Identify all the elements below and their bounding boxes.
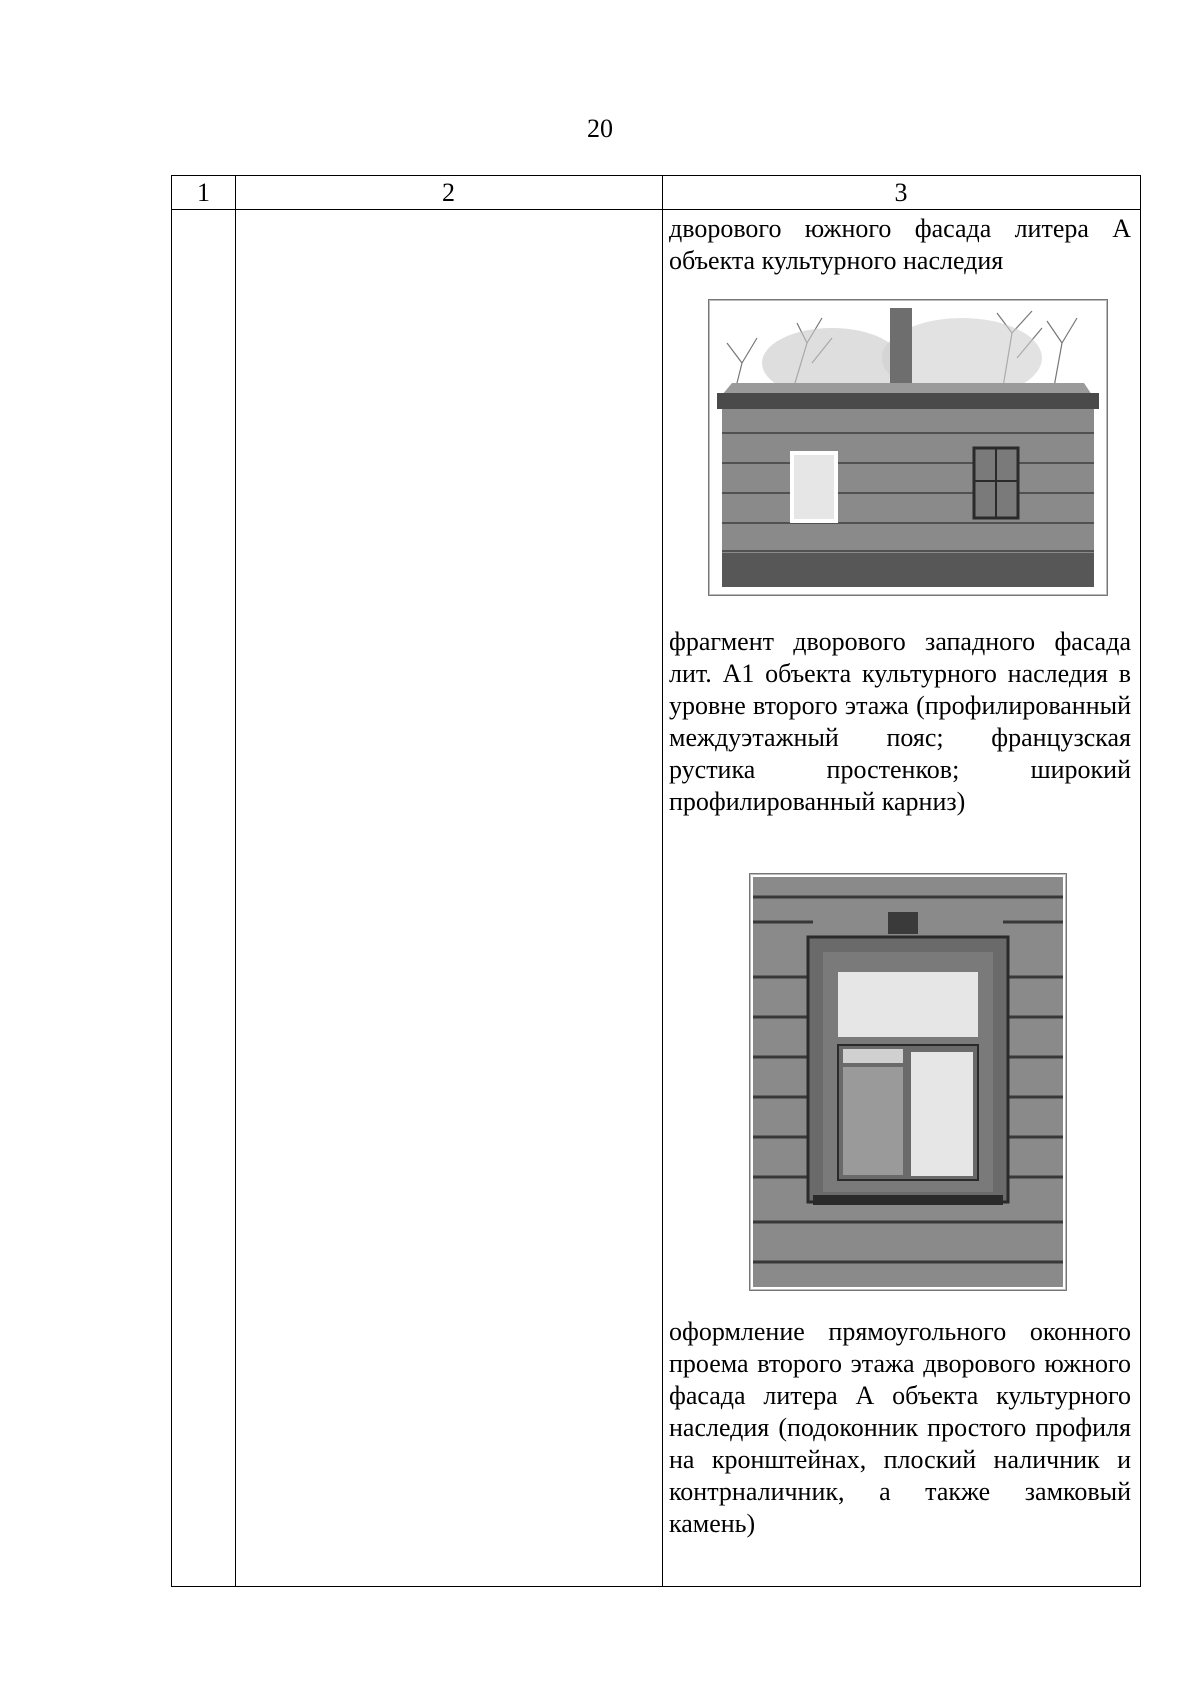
cell-text-1: дворового южного фасада литера А объекта культурного наследия [669,214,1131,275]
column-header-2: 2 [442,178,455,207]
photo-window-fragment [749,873,1067,1291]
header-row-divider [172,209,1140,210]
cell-text-2: фрагмент дворового западного фасада лит. А1 объекта культурного наследия в уровне второго этажа (профилированный междуэтажный пояс; французская рустика простенков; широкий профилированный карниз) [669,627,1131,816]
photo-house-facade [708,299,1108,596]
column-divider-1 [235,176,236,1586]
column-header-1: 1 [197,178,210,207]
column-divider-2 [662,176,663,1586]
column-header-3: 3 [894,178,908,207]
page-number: 20 [587,114,613,143]
cell-text-3: оформление прямоугольного оконного проема второго этажа дворового южного фасада литера А объекта культурного наследия (подоконник простого профиля на кронштейнах, плоский наличник и контрналичник, а также замковый камень) [669,1317,1131,1538]
